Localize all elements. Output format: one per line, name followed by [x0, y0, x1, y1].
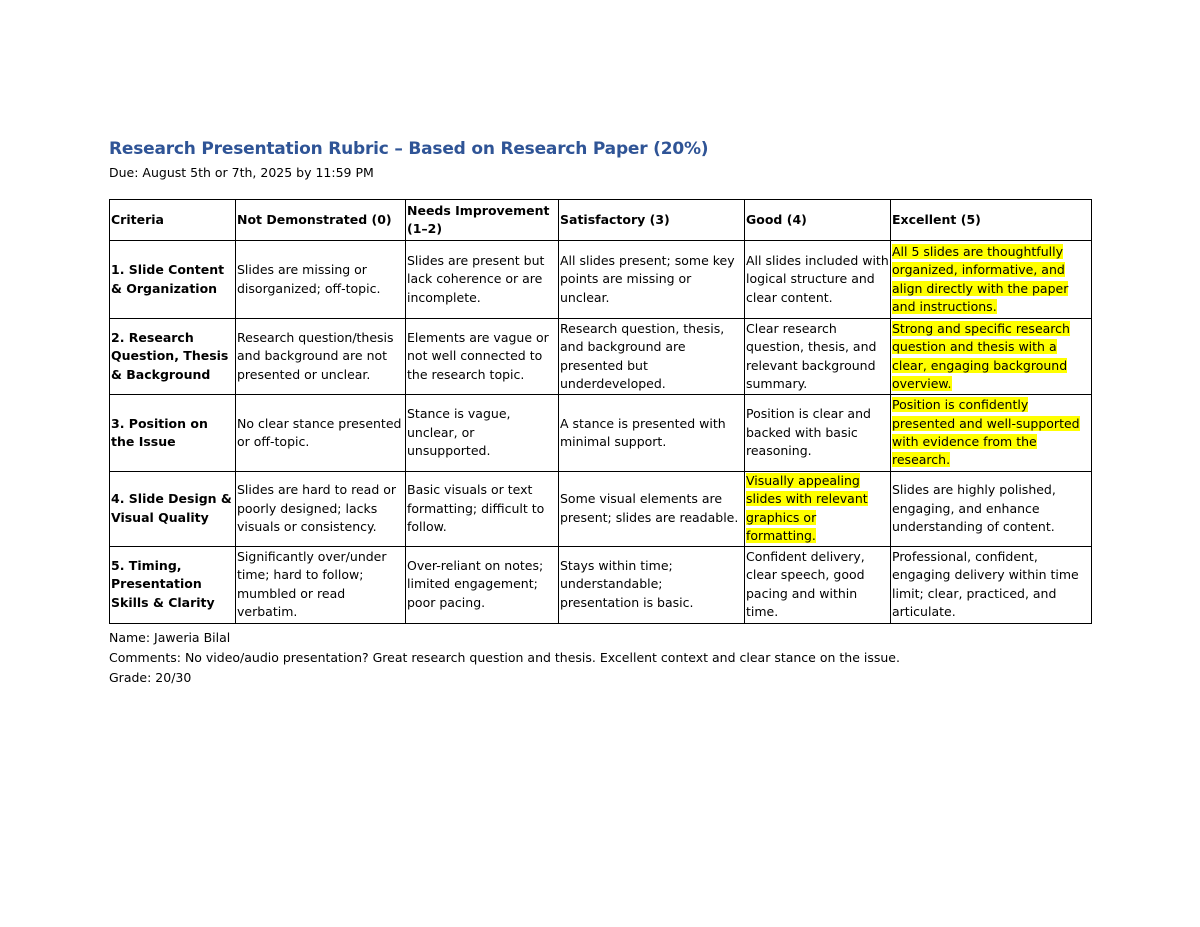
cell-excellent: Slides are highly polished, engaging, and enhance understanding of content. [891, 472, 1092, 547]
cell-not-demonstrated: No clear stance presented or off-topic. [236, 395, 406, 472]
header-criteria: Criteria [110, 200, 236, 241]
table-header-row [110, 200, 1092, 241]
cell-satisfactory: Some visual elements are present; slides are readable. [559, 472, 745, 547]
cell-good [745, 472, 891, 547]
row-criteria: 3. Position on the Issue [110, 395, 236, 472]
cell-good: All slides included with logical structure and clear content. [745, 241, 891, 319]
cell-satisfactory: Stays within time; understandable; presentation is basic. [559, 546, 745, 623]
cell-good: Position is clear and backed with basic reasoning. [745, 395, 891, 472]
cell-needs-improvement: Basic visuals or text formatting; difficult to follow. [406, 472, 559, 547]
due-date: Due: August 5th or 7th, 2025 by 11:59 PM [109, 165, 374, 180]
cell-not-demonstrated: Significantly over/under time; hard to follow; mumbled or read verbatim. [236, 546, 406, 623]
rubric-table [109, 199, 1092, 624]
cell-satisfactory: A stance is presented with minimal support. [559, 395, 745, 472]
student-name: Name: Jaweria Bilal [109, 630, 231, 645]
table-row [110, 395, 1092, 472]
header-not-demonstrated: Not Demonstrated (0) [236, 200, 406, 241]
table-row [110, 319, 1092, 395]
table-row [110, 241, 1092, 319]
row-criteria: 4. Slide Design & Visual Quality [110, 472, 236, 547]
header-excellent: Excellent (5) [891, 200, 1092, 241]
highlighted-text: Strong and specific research question and thesis with a clear, engaging background overview. [892, 320, 1070, 391]
cell-needs-improvement: Elements are vague or not well connected to the research topic. [406, 319, 559, 395]
table-row [110, 472, 1092, 547]
cell-needs-improvement: Stance is vague, unclear, or unsupported. [406, 395, 559, 472]
feedback-section [109, 628, 900, 688]
header-satisfactory: Satisfactory (3) [559, 200, 745, 241]
cell-needs-improvement: Over-reliant on notes; limited engagement; poor pacing. [406, 546, 559, 623]
cell-excellent [891, 395, 1092, 472]
row-criteria: 5. Timing, Presentation Skills & Clarity [110, 546, 236, 623]
grade: Grade: 20/30 [109, 670, 192, 685]
row-criteria: 1. Slide Content & Organization [110, 241, 236, 319]
highlighted-text: Position is confidently presented and well-supported with evidence from the research. [892, 397, 1080, 468]
cell-not-demonstrated: Research question/thesis and background are not presented or unclear. [236, 319, 406, 395]
cell-excellent [891, 241, 1092, 319]
cell-satisfactory: Research question, thesis, and background are presented but underdeveloped. [559, 319, 745, 395]
document-title: Research Presentation Rubric – Based on Research Paper (20%) [109, 139, 709, 159]
highlighted-text: Visually appealing slides with relevant graphics or formatting. [746, 473, 868, 544]
cell-needs-improvement: Slides are present but lack coherence or are incomplete. [406, 241, 559, 319]
header-good: Good (4) [745, 200, 891, 241]
cell-good: Clear research question, thesis, and relevant background summary. [745, 319, 891, 395]
cell-good: Confident delivery, clear speech, good pacing and within time. [745, 546, 891, 623]
table-row [110, 546, 1092, 623]
row-criteria: 2. Research Question, Thesis & Background [110, 319, 236, 395]
cell-satisfactory: All slides present; some key points are missing or unclear. [559, 241, 745, 319]
highlighted-text: All 5 slides are thoughtfully organized, informative, and align directly with the paper and instructions. [892, 243, 1069, 314]
cell-not-demonstrated: Slides are missing or disorganized; off-topic. [236, 241, 406, 319]
header-needs-improvement: Needs Improvement (1–2) [406, 200, 559, 241]
cell-excellent: Professional, confident, engaging delivery within time limit; clear, practiced, and articulate. [891, 546, 1092, 623]
cell-not-demonstrated: Slides are hard to read or poorly designed; lacks visuals or consistency. [236, 472, 406, 547]
comments: Comments: No video/audio presentation? Great research question and thesis. Excellent context and clear stance on the issue. [109, 650, 900, 665]
cell-excellent [891, 319, 1092, 395]
